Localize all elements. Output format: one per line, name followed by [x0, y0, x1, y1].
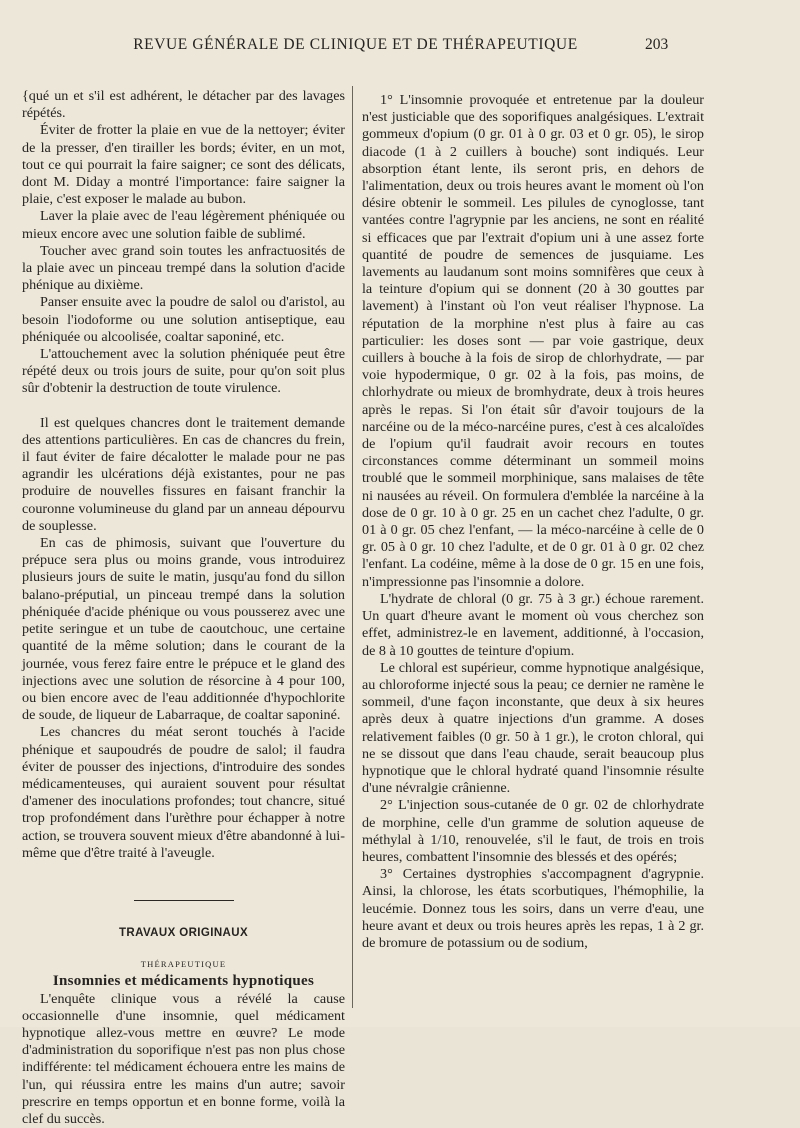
- section-title: TRAVAUX ORIGINAUX: [118, 926, 249, 939]
- column-rule: [352, 86, 353, 1008]
- right-paragraph-5: 3° Certaines dystrophies s'accompagnent d'agrypnie. Ainsi, la chlorose, les états scorbutiques, l'hémophilie, la leucémie. Donnez tous les soirs, dans un verre d'eau, une heure avant et deux ou trois heures après les repas, 1 à 2 gr. de bromure de potassium ou de sodium,: [362, 866, 704, 951]
- left-paragraph-9: Les chancres du méat seront touchés à l'acide phénique et saupoudrés de poudre de salol; il faudra éviter de pousser des injections, d'introduire des sondes médicamenteuses, qui auraient souvent pour résultat d'amener des inoculations profondes; tout chancre, situé trop profondément dans l'urèthre pour échapper à notre action, se trouvera souvent mieux d'être abandonné à lui-même que d'être traité à l'aveugle.: [22, 724, 345, 861]
- article-kicker: THÉRAPEUTIQUE: [140, 959, 227, 970]
- right-paragraph-3: Le chloral est supérieur, comme hypnotique analgésique, au chloroforme injecté sous la peau; ce dernier ne ramène le sommeil, d'une façon inconstante, que deux à six heures après deux à quatre injections d'un gramme. A doses relativement faibles (0 gr. 50 à 1 gr.), le croton chloral, qui ne se dissout que dans l'eau chaude, serait beaucoup plus hypnotique que le chloral hydraté quand l'insomnie résulte d'une névralgie crânienne.: [362, 659, 704, 797]
- right-column: [362, 92, 704, 952]
- left-paragraph-7: Il est quelques chancres dont le traitement demande des attentions particulières. En cas de chancres du frein, il faut éviter de faire décalotter le malade pour ne pas agrandir les ulcérations déjà existantes, pour ne pas produire de nouvelles fissures en faisant franchir la couronne volumineuse du gland par un anneau dépourvu de souplesse.: [22, 414, 345, 534]
- article-title: Insomnies et médicaments hypnotiques: [52, 973, 315, 990]
- running-title: REVUE GÉNÉRALE DE CLINIQUE ET DE THÉRAPEUTIQUE: [133, 36, 578, 53]
- right-paragraph-2: L'hydrate de chloral (0 gr. 75 à 3 gr.) échoue rarement. Un quart d'heure avant le moment où vous cherchez son effet, administrez-le en lavement, additionné, à l'occasion, de 8 à 10 gouttes de teinture d'opium.: [362, 590, 704, 659]
- left-column: [22, 88, 345, 1128]
- left-intro-paragraph: L'enquête clinique vous a révélé la cause occasionnelle d'une insomnie, quel médicament hypnotique allez-vous mettre en œuvre? Le mode d'administration du soporifique n'est pas non plus chose indifférente: tel médicament échouera entre les mains de l'un, qui réussira entre les mains d'un autre; savoir prescrire en temps opportun et en bonne forme, voilà la clef du succès.: [22, 990, 345, 1127]
- running-header: [0, 36, 800, 62]
- left-paragraph-4: Toucher avec grand soin toutes les anfractuosités de la plaie avec un pinceau trempé dans la solution d'acide phénique au dixième.: [22, 242, 345, 294]
- left-paragraph-2: Éviter de frotter la plaie en vue de la nettoyer; éviter de la presser, d'en tirailler les bords; éviter, en un mot, tout ce qui pourrait la faire saigner; ce sont des délicats, dont M. Diday a montré l'importance: faire saigner la plaie, c'est exposer le malade au bubon.: [22, 122, 345, 208]
- left-paragraph-1: {qué un et s'il est adhérent, le détacher par des lavages répétés.: [22, 88, 345, 122]
- right-paragraph-1: 1° L'insomnie provoquée et entretenue par la douleur n'est justiciable que des soporifiques analgésiques. L'extrait gommeux d'opium (0 gr. 01 à 0 gr. 03 et 0 gr. 05), le sirop diacode (1 à 2 cuillers à bouche) sont indiqués. Leur absorption étant lente, ils seront pris, en dehors de l'alimentation, deux ou trois heures avant le moment où l'on désire obtenir le sommeil. Les pilules de cynoglosse, tant vantées contre l'agrypnie par les anciens, ne sont en réalité si efficaces que par l'extrait d'opium uni à une assez forte quantité de poudre de semences de jusquiame. Les lavements au laudanum sont moins somnifères que ceux à la teinture d'opium qui se donnent (20 à 30 gouttes par lavement) à l'instant où l'on veut réaliser l'hypnose. La réputation de la morphine n'est plus à faire au cas particulier: les doses sont — par voie gastrique, deux cuillers à bouche à la fois de sirop de chlorhydrate, — par voie hypodermique, 0 gr. 02 à la fois, pas moins, de chlorhydrate ou mieux de bromhydrate, deux à trois heures après le repas. Si l'on était sûr d'avoir toujours de la narcéine ou de la méco-narcéine pures, c'est à ces alcaloïdes de l'opium qu'il faudrait avoir recours en toutes circonstances comme déterminant un sommeil moins troublé que le sommeil morphinique, sans malaises de tête ni nausées au réveil. On formulera d'emblée la narcéine à la dose de 0 gr. 10 à 0 gr. 25 en un cachet chez l'adulte, 0 gr. 01 à 0 gr. 05 chez l'enfant, — la méco-narcéine à celle de 0 gr. 05 à 0 gr. 10 chez l'adulte, et de 0 gr. 01 à 0 gr. 02 chez l'enfant. La codéine, même à la dose de 0 gr. 15 en une fois, n'impressionne pas l'insomnie a dolore.: [362, 92, 704, 590]
- page-number: 203: [645, 36, 669, 53]
- left-paragraph-6: L'attouchement avec la solution phéniquée peut être répété deux ou trois jours de suite, pour qu'on soit plus sûr d'obtenir la destruction de toute virulence.: [22, 346, 345, 397]
- right-paragraph-4: 2° L'injection sous-cutanée de 0 gr. 02 de chlorhydrate de morphine, celle d'un gramme de solution aqueuse de méthylal à 1/10, renouvelée, s'il le faut, de trois en trois heures, combattent l'insomnie des blessés et des opérés;: [362, 797, 704, 865]
- left-paragraph-8: En cas de phimosis, suivant que l'ouverture du prépuce sera plus ou moins grande, vous introduirez plusieurs jours de suite le matin, jusqu'au fond du sillon balano-préputial, un pinceau trempé dans la solution phéniquée d'acide phénique ou vous pousserez avec une petite seringue et un tube de caoutchouc, une certaine quantité de la même solution; dans le courant de la journée, vous ferez faire entre le prépuce et le gland des injections avec une solution de résorcine à 4 pour 100, ou bien encore avec de l'eau additionnée d'hypochlorite de soude, de liqueur de Labarraque, de coaltar saponiné.: [22, 535, 345, 724]
- left-paragraph-3: Laver la plaie avec de l'eau légèrement phéniquée ou mieux encore avec une solution faible de sublimé.: [22, 208, 345, 242]
- left-paragraph-5: Panser ensuite avec la poudre de salol ou d'aristol, au besoin l'iodoforme ou une solution antiseptique, eau phéniquée ou alcoolisée, coaltar saponiné, etc.: [22, 294, 345, 345]
